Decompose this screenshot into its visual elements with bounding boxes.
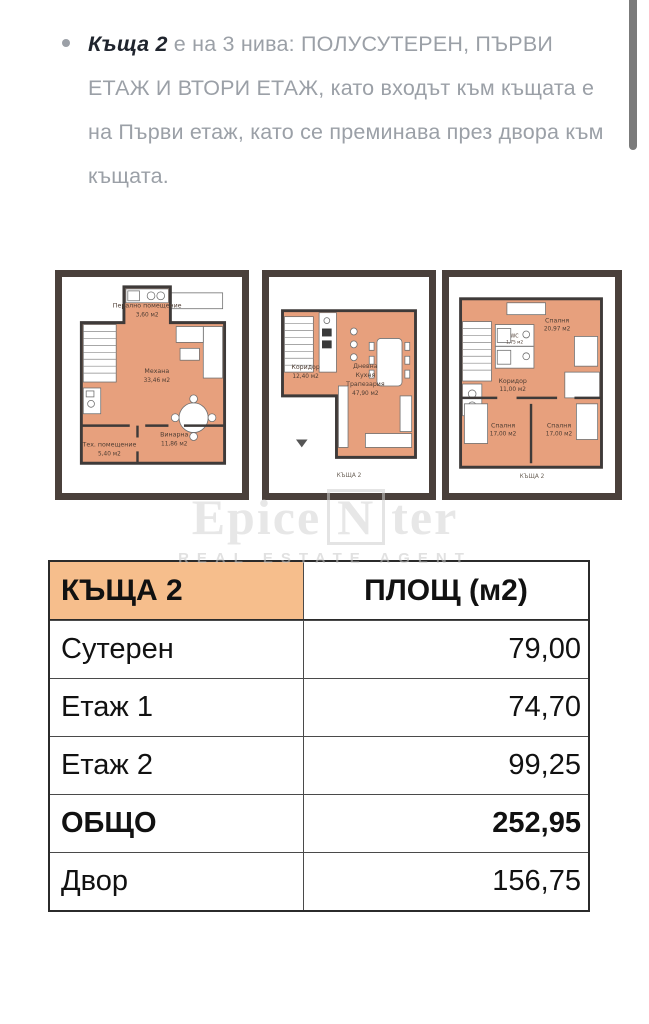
center-wall <box>338 386 348 447</box>
plan-caption: КЪЩА 2 <box>519 474 545 481</box>
row-value: 252,95 <box>492 807 581 839</box>
room-label: Тех. помещение <box>82 441 137 449</box>
floorplan-floor2-drawing <box>449 277 615 493</box>
bed-icon <box>576 404 597 440</box>
closet-icon <box>565 372 600 398</box>
room-label: Коридор <box>498 377 527 386</box>
room-label: Винарна <box>160 431 189 439</box>
floorplan-basement-drawing <box>62 277 242 493</box>
room-label: Коридор <box>291 364 320 372</box>
room-area: 17,00 м2 <box>545 431 573 438</box>
room-area: 20,97 м2 <box>543 326 571 333</box>
room-area: 47,90 м2 <box>352 390 379 397</box>
table-header-area: ПЛОЩ (м2) <box>364 573 528 607</box>
room-area: 33,46 м2 <box>143 377 171 385</box>
floorplan-basement <box>55 270 249 500</box>
watermark-n-icon: N <box>327 489 385 545</box>
bathroom-fixtures <box>495 325 534 369</box>
row-label: Етаж 2 <box>50 737 304 794</box>
watermark-part1: Epice <box>191 489 322 545</box>
wardrobe-icon <box>507 303 546 315</box>
room-label: Спалня <box>490 422 516 430</box>
table-row-total <box>50 794 588 852</box>
intro-text <box>88 22 605 198</box>
row-value: 74,70 <box>508 691 581 723</box>
area-table <box>48 560 590 912</box>
room-label: Кухня <box>355 372 376 380</box>
row-label: Сутерен <box>50 621 304 678</box>
table-row <box>50 678 588 736</box>
row-label: Етаж 1 <box>50 679 304 736</box>
row-value: 79,00 <box>508 633 581 665</box>
intro-lead: Къща 2 <box>88 32 168 56</box>
table-row <box>50 852 588 910</box>
room-label: WC <box>510 333 519 340</box>
room-label: Механа <box>144 368 170 376</box>
room-area: 12,40 м2 <box>292 374 319 381</box>
room-label: Спалня <box>545 317 570 325</box>
row-value: 156,75 <box>492 865 581 897</box>
spotlights <box>350 328 357 361</box>
intro-paragraph <box>60 22 605 198</box>
table-row <box>50 620 588 678</box>
bullet-icon <box>62 39 70 47</box>
room-label: Спалня <box>546 422 572 430</box>
stairs-icon <box>463 322 492 381</box>
room-area: 5,40 м2 <box>98 451 121 458</box>
floorplan-floor2 <box>442 270 622 500</box>
plan-caption: КЪЩА 2 <box>336 473 362 480</box>
room-label: Трапезария <box>346 380 385 389</box>
room-area: 11,00 м2 <box>499 386 526 393</box>
row-label: ОБЩО <box>50 795 304 852</box>
room-area: 3,60 м2 <box>135 312 159 319</box>
kitchen-strip <box>319 313 336 372</box>
kitchen-fixtures <box>126 289 169 303</box>
room-area: 1,75 м2 <box>506 340 524 346</box>
bed-icon <box>464 404 487 444</box>
row-value: 99,25 <box>508 749 581 781</box>
wc-fixtures <box>83 388 100 414</box>
room-label: Дневна <box>353 363 378 371</box>
watermark-subtitle: REAL ESTATE AGENT <box>178 550 472 567</box>
table-header-house: КЪЩА 2 <box>50 562 304 619</box>
floorplan-floor1 <box>262 270 436 500</box>
bed-icon <box>574 336 597 366</box>
room-label: Перално помещение <box>112 302 182 310</box>
row-label: Двор <box>50 853 304 910</box>
entrance-arrow-icon <box>296 439 308 447</box>
room-area: 17,00 м2 <box>489 431 517 438</box>
room-area: 11,86 м2 <box>161 441 188 448</box>
scrollbar-thumb[interactable] <box>629 0 637 150</box>
table-header-row <box>50 562 588 620</box>
table-row <box>50 736 588 794</box>
intro-body: е на 3 нива: ПОЛУСУТЕРЕН, ПЪРВИ ЕТАЖ И ВТОРИ ЕТАЖ, като входът към къщата е на Първи етаж, като се преминава през двора към къщата. <box>88 32 604 188</box>
watermark-part2: ter <box>391 489 459 545</box>
floorplan-floor1-drawing <box>269 277 429 493</box>
stairs-icon <box>83 325 116 382</box>
